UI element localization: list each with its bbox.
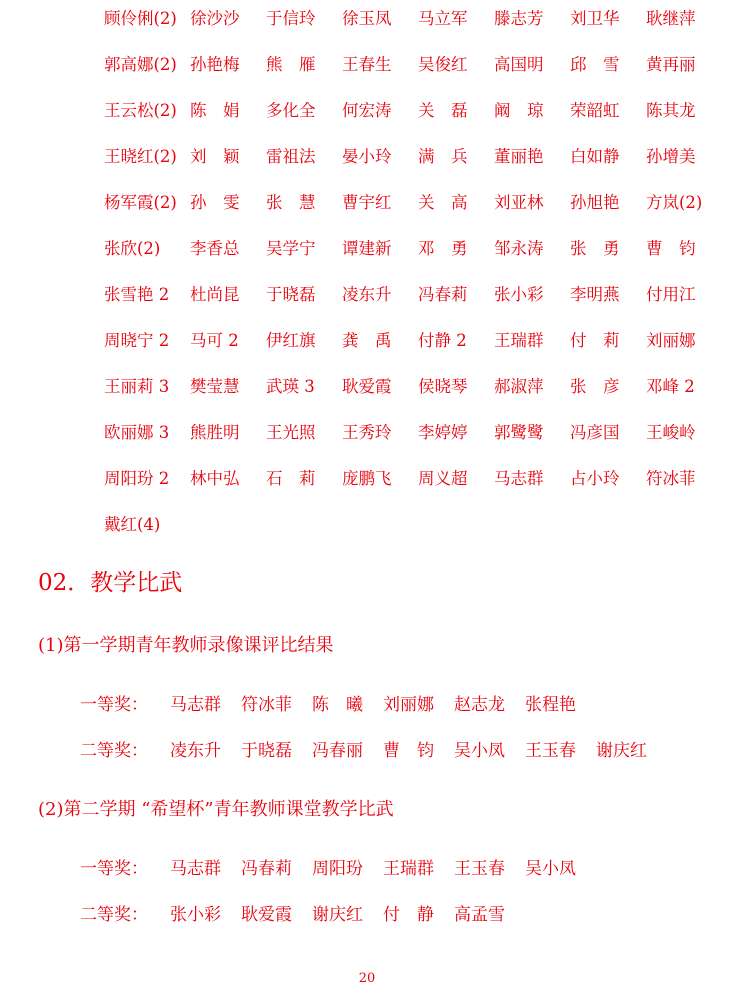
name-cell: 林中弘 xyxy=(190,469,240,488)
award-name: 张程艳 xyxy=(525,695,576,715)
award-name: 付 静 xyxy=(383,905,434,925)
award-name: 王玉春 xyxy=(454,859,505,879)
name-cell: 耿爱霞 xyxy=(342,377,392,396)
award-label: 二等奖： xyxy=(80,741,148,761)
name-row xyxy=(104,4,724,34)
name-cell: 李香总 xyxy=(190,239,240,258)
name-row xyxy=(104,464,724,494)
name-cell: 雷祖法 xyxy=(266,147,316,166)
name-cell: 王峻岭 xyxy=(646,423,696,442)
name-cell: 周义超 xyxy=(418,469,468,488)
name-row xyxy=(104,326,724,356)
name-cell: 郭鹭鹭 xyxy=(494,423,544,442)
name-cell: 占小玲 xyxy=(570,469,620,488)
name-row xyxy=(104,280,724,310)
name-cell: 付 莉 xyxy=(570,331,620,350)
award-name: 符冰菲 xyxy=(241,695,292,715)
name-cell: 孙旭艳 xyxy=(570,193,620,212)
name-cell: 张 勇 xyxy=(570,239,620,258)
name-cell: 关 高 xyxy=(418,193,468,212)
name-cell: 庞鹏飞 xyxy=(342,469,392,488)
name-cell: 李婷婷 xyxy=(418,423,468,442)
name-cell: 张雪艳 2 xyxy=(104,285,170,304)
name-cell: 耿继萍 xyxy=(646,9,696,28)
name-cell: 于晓磊 xyxy=(266,285,316,304)
subsection-title-1: (1)第一学期青年教师录像课评比结果 xyxy=(38,635,334,656)
name-cell: 孙增美 xyxy=(646,147,696,166)
name-cell: 熊 雁 xyxy=(266,55,316,74)
name-cell: 刘亚林 xyxy=(494,193,544,212)
name-cell: 周晓宁 2 xyxy=(104,331,170,350)
name-cell: 高国明 xyxy=(494,55,544,74)
name-cell: 邹永涛 xyxy=(494,239,544,258)
name-cell: 侯晓琴 xyxy=(418,377,468,396)
name-cell: 张欣(2) xyxy=(104,239,161,258)
award-name: 刘丽娜 xyxy=(383,695,434,715)
name-cell: 曹 钧 xyxy=(646,239,696,258)
name-cell: 于信玲 xyxy=(266,9,316,28)
name-row xyxy=(104,142,724,172)
name-cell: 孙 雯 xyxy=(190,193,240,212)
award-name: 周阳玢 xyxy=(312,859,363,879)
name-cell: 龚 禹 xyxy=(342,331,392,350)
name-cell: 郭高娜(2) xyxy=(104,55,177,74)
name-cell: 马立军 xyxy=(418,9,468,28)
name-row xyxy=(104,418,724,448)
name-cell: 戴红(4) xyxy=(104,515,161,534)
name-cell: 伊红旗 xyxy=(266,331,316,350)
award-name: 王玉春 xyxy=(525,741,576,761)
award-label: 一等奖： xyxy=(80,695,148,715)
name-cell: 关 磊 xyxy=(418,101,468,120)
page-number: 20 xyxy=(358,971,376,986)
name-cell: 刘 颖 xyxy=(190,147,240,166)
name-cell: 孙艳梅 xyxy=(190,55,240,74)
award-name: 于晓磊 xyxy=(241,741,292,761)
name-cell: 吴学宁 xyxy=(266,239,316,258)
name-cell: 王春生 xyxy=(342,55,392,74)
name-cell: 杜尚昆 xyxy=(190,285,240,304)
name-cell: 曹宇红 xyxy=(342,193,392,212)
name-cell: 王晓红(2) xyxy=(104,147,177,166)
name-cell: 马志群 xyxy=(494,469,544,488)
award-name: 陈 曦 xyxy=(312,695,363,715)
name-cell: 白如静 xyxy=(570,147,620,166)
name-row xyxy=(104,188,724,218)
section-title: 02．教学比武 xyxy=(38,570,183,596)
name-cell: 杨军霞(2) xyxy=(104,193,177,212)
name-row xyxy=(104,510,724,540)
name-cell: 马可 2 xyxy=(190,331,239,350)
award-name: 耿爱霞 xyxy=(241,905,292,925)
name-cell: 阚 琼 xyxy=(494,101,544,120)
name-cell: 王光照 xyxy=(266,423,316,442)
name-cell: 滕志芳 xyxy=(494,9,544,28)
name-cell: 王丽莉 3 xyxy=(104,377,170,396)
name-row xyxy=(104,50,724,80)
name-row xyxy=(104,234,724,264)
award-name: 凌东升 xyxy=(170,741,221,761)
award-label: 一等奖： xyxy=(80,859,148,879)
name-row xyxy=(104,96,724,126)
name-cell: 付静 2 xyxy=(418,331,467,350)
name-cell: 刘卫华 xyxy=(570,9,620,28)
name-cell: 谭建新 xyxy=(342,239,392,258)
award-name: 吴小凤 xyxy=(454,741,505,761)
name-cell: 李明燕 xyxy=(570,285,620,304)
award-name: 曹 钧 xyxy=(383,741,434,761)
name-cell: 张小彩 xyxy=(494,285,544,304)
name-cell: 邓 勇 xyxy=(418,239,468,258)
name-cell: 樊莹慧 xyxy=(190,377,240,396)
name-cell: 吴俊红 xyxy=(418,55,468,74)
name-cell: 黄再丽 xyxy=(646,55,696,74)
name-cell: 王瑞群 xyxy=(494,331,544,350)
name-cell: 张 慧 xyxy=(266,193,316,212)
award-name: 谢庆红 xyxy=(596,741,647,761)
name-row xyxy=(104,372,724,402)
name-cell: 顾伶俐(2) xyxy=(104,9,177,28)
name-cell: 邓峰 2 xyxy=(646,377,695,396)
name-cell: 陈其龙 xyxy=(646,101,696,120)
award-name: 冯春丽 xyxy=(312,741,363,761)
name-cell: 晏小玲 xyxy=(342,147,392,166)
name-cell: 陈 娟 xyxy=(190,101,240,120)
name-cell: 武瑛 3 xyxy=(266,377,315,396)
award-name: 赵志龙 xyxy=(454,695,505,715)
award-name: 马志群 xyxy=(170,695,221,715)
name-cell: 王云松(2) xyxy=(104,101,177,120)
name-cell: 熊胜明 xyxy=(190,423,240,442)
name-cell: 凌东升 xyxy=(342,285,392,304)
name-cell: 王秀玲 xyxy=(342,423,392,442)
name-cell: 张 彦 xyxy=(570,377,620,396)
name-cell: 邱 雪 xyxy=(570,55,620,74)
name-cell: 周阳玢 2 xyxy=(104,469,170,488)
name-cell: 符冰菲 xyxy=(646,469,696,488)
name-cell: 徐沙沙 xyxy=(190,9,240,28)
name-cell: 欧丽娜 3 xyxy=(104,423,170,442)
award-name: 马志群 xyxy=(170,859,221,879)
name-cell: 荣韶虹 xyxy=(570,101,620,120)
award-name: 谢庆红 xyxy=(312,905,363,925)
award-name: 王瑞群 xyxy=(383,859,434,879)
name-cell: 石 莉 xyxy=(266,469,316,488)
name-cell: 方岚(2) xyxy=(646,193,703,212)
name-cell: 董丽艳 xyxy=(494,147,544,166)
award-name: 高孟雪 xyxy=(454,905,505,925)
name-cell: 满 兵 xyxy=(418,147,468,166)
name-cell: 刘丽娜 xyxy=(646,331,696,350)
name-cell: 付用江 xyxy=(646,285,696,304)
name-cell: 多化全 xyxy=(266,101,316,120)
name-cell: 何宏涛 xyxy=(342,101,392,120)
name-cell: 徐玉凤 xyxy=(342,9,392,28)
name-cell: 冯春莉 xyxy=(418,285,468,304)
award-label: 二等奖： xyxy=(80,905,148,925)
award-name: 冯春莉 xyxy=(241,859,292,879)
name-cell: 冯彦国 xyxy=(570,423,620,442)
subsection-title-2: (2)第二学期 “希望杯”青年教师课堂教学比武 xyxy=(38,799,394,820)
award-name: 吴小凤 xyxy=(525,859,576,879)
award-name: 张小彩 xyxy=(170,905,221,925)
name-cell: 郝淑萍 xyxy=(494,377,544,396)
